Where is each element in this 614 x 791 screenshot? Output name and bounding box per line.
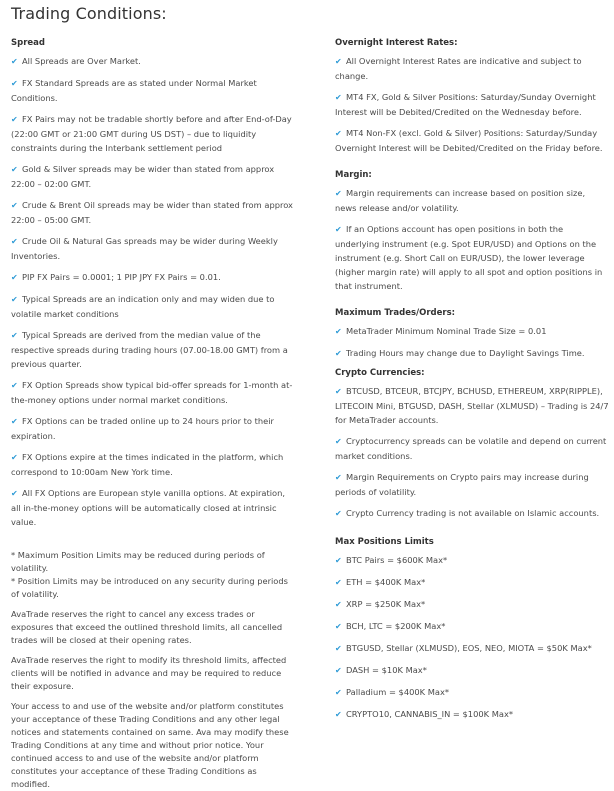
list-item: ✔ All FX Options are European style vanilla options. At expiration, all in-the-money options will be automatically closed at intrinsic value. (11, 488, 286, 527)
check-icon: ✔ (335, 644, 342, 653)
max-trades-title: Maximum Trades/Orders: (335, 308, 456, 318)
check-icon: ✔ (335, 578, 342, 587)
limits-note-2: * Position Limits may be introduced on any security during periods of volatility. (11, 576, 288, 599)
list-item: ✔ Margin requirements can increase based on position size, news release and/or volatility. (335, 188, 586, 213)
cancel-note: AvaTrade reserves the right to cancel any excess trades or exposures that exceed the outlined threshold limits, all cancelled trades will be closed at their opening rates. (11, 609, 283, 645)
check-icon: ✔ (335, 387, 342, 396)
list-item: ✔ CRYPTO10, CANNABIS_IN = $100K Max* (335, 707, 609, 722)
check-icon: ✔ (11, 331, 18, 340)
max-positions-title: Max Positions Limits (335, 537, 434, 547)
list-item: ✔ FX Options can be traded online up to 24 hours prior to their expiration. (11, 416, 274, 441)
check-icon: ✔ (11, 381, 18, 390)
check-icon: ✔ (335, 225, 342, 234)
list-item: ✔ MT4 FX, Gold & Silver Positions: Saturday/Sunday Overnight Interest will be Debited/Credited on the Wednesday before. (335, 92, 596, 117)
list-item: ✔ If an Options account has open positions in both the underlying instrument (e.g. Spot EUR/USD) and Options on the instrument (e.g. Short Call on EUR/USD), the lower leverage (higher margin rate) will apply to all spot and option positions in that instrument. (335, 224, 603, 291)
access-note: Your access to and use of the website and/or platform constitutes your acceptance of these Trading Conditions and any other legal notices and statements contained on same. Ava may modify these Trading Conditions at any time and without prior notice. Your continued access to and use of the website and/or platform constitutes your acceptance of these Trading Conditions as modified. (11, 701, 289, 789)
list-item: ✔ FX Options expire at the times indicated in the platform, which correspond to 10:00am New York time. (11, 452, 284, 477)
modify-note: AvaTrade reserves the right to modify its threshold limits, affected clients will be notified in advance and may be required to reduce their exposure. (11, 655, 287, 691)
list-item: ✔ FX Option Spreads show typical bid-offer spreads for 1-month at-the-money options under normal market conditions. (11, 380, 293, 405)
check-icon: ✔ (335, 688, 342, 697)
check-icon: ✔ (335, 622, 342, 631)
list-item: ✔ XRP = $250K Max* (335, 597, 609, 612)
list-item: ✔ Typical Spreads are derived from the median value of the respective spreads during trading hours (07.00-18.00 GMT) from a previous quarter. (11, 330, 288, 369)
list-item: ✔ Margin Requirements on Crypto pairs may increase during periods of volatility. (335, 472, 589, 497)
check-icon: ✔ (11, 453, 18, 462)
overnight-list (335, 54, 609, 155)
check-icon: ✔ (335, 349, 342, 358)
check-icon: ✔ (11, 273, 18, 282)
check-icon: ✔ (11, 489, 18, 498)
list-item: ✔ BTC Pairs = $600K Max* (335, 553, 609, 568)
check-icon: ✔ (11, 165, 18, 174)
check-icon: ✔ (335, 437, 342, 446)
check-icon: ✔ (335, 57, 342, 66)
list-item: ✔ All Spreads are Over Market. (11, 54, 293, 69)
check-icon: ✔ (11, 295, 18, 304)
list-item: ✔ PIP FX Pairs = 0.0001; 1 PIP JPY FX Pairs = 0.01. (11, 270, 293, 285)
check-icon: ✔ (335, 710, 342, 719)
list-item: ✔ Crude Oil & Natural Gas spreads may be wider during Weekly Inventories. (11, 236, 278, 261)
list-item: ✔ Cryptocurrency spreads can be volatile and depend on current market conditions. (335, 436, 607, 461)
check-icon: ✔ (11, 417, 18, 426)
list-item: ✔ BCH, LTC = $200K Max* (335, 619, 609, 634)
check-icon: ✔ (11, 115, 18, 124)
check-icon: ✔ (11, 237, 18, 246)
spread-title: Spread (11, 38, 45, 48)
list-item: ✔ ETH = $400K Max* (335, 575, 609, 590)
check-icon: ✔ (11, 79, 18, 88)
list-item: ✔ Crude & Brent Oil spreads may be wider than stated from approx 22:00 – 05:00 GMT. (11, 200, 293, 225)
list-item: ✔ Gold & Silver spreads may be wider than stated from approx 22:00 – 02:00 GMT. (11, 164, 275, 189)
list-item: ✔ All Overnight Interest Rates are indicative and subject to change. (335, 56, 582, 81)
check-icon: ✔ (335, 509, 342, 518)
list-item: ✔ FX Pairs may not be tradable shortly before and after End-of-Day (22:00 GMT or 21:00 GMT during US DST) – due to liquidity constraints during the Interbank settlement period (11, 114, 292, 153)
crypto-list (335, 384, 609, 521)
list-item: ✔ Palladium = $400K Max* (335, 685, 609, 700)
check-icon: ✔ (335, 666, 342, 675)
page-title: Trading Conditions: (11, 4, 167, 23)
list-item: ✔ DASH = $10K Max* (335, 663, 609, 678)
overnight-title: Overnight Interest Rates: (335, 38, 458, 48)
check-icon: ✔ (11, 57, 18, 66)
left-column (11, 38, 293, 791)
list-item: ✔ MT4 Non-FX (excl. Gold & Silver) Positions: Saturday/Sunday Overnight Interest will be Debited/Credited on the Friday before. (335, 128, 603, 153)
check-icon: ✔ (335, 327, 342, 336)
right-column (335, 38, 609, 729)
limits-note-1: * Maximum Position Limits may be reduced during periods of volatility. (11, 550, 265, 573)
position-limit-notes (11, 549, 293, 601)
list-item: ✔ Typical Spreads are an indication only and may widen due to volatile market conditions (11, 294, 275, 319)
list-item: ✔ Trading Hours may change due to Daylight Savings Time. (335, 346, 609, 361)
check-icon: ✔ (335, 556, 342, 565)
list-item: ✔ BTGUSD, Stellar (XLMUSD), EOS, NEO, MIOTA = $50K Max* (335, 641, 609, 656)
crypto-title: Crypto Currencies: (335, 368, 425, 378)
max-positions-list (335, 553, 609, 722)
margin-list (335, 186, 609, 293)
check-icon: ✔ (335, 129, 342, 138)
list-item: ✔ FX Standard Spreads are as stated under Normal Market Conditions. (11, 78, 257, 103)
list-item: ✔ Crypto Currency trading is not available on Islamic accounts. (335, 506, 609, 521)
max-trades-list (335, 324, 609, 361)
check-icon: ✔ (335, 473, 342, 482)
check-icon: ✔ (335, 93, 342, 102)
check-icon: ✔ (11, 201, 18, 210)
margin-title: Margin: (335, 170, 372, 180)
list-item: ✔ BTCUSD, BTCEUR, BTCJPY, BCHUSD, ETHEREUM, XRP(RIPPLE), LITECOIN Mini, BTGUSD, DASH, Stellar (XLMUSD) – Trading is 24/7 for MetaTrader accounts. (335, 386, 609, 425)
spread-list (11, 54, 293, 529)
list-item: ✔ MetaTrader Minimum Nominal Trade Size = 0.01 (335, 324, 609, 339)
check-icon: ✔ (335, 189, 342, 198)
check-icon: ✔ (335, 600, 342, 609)
